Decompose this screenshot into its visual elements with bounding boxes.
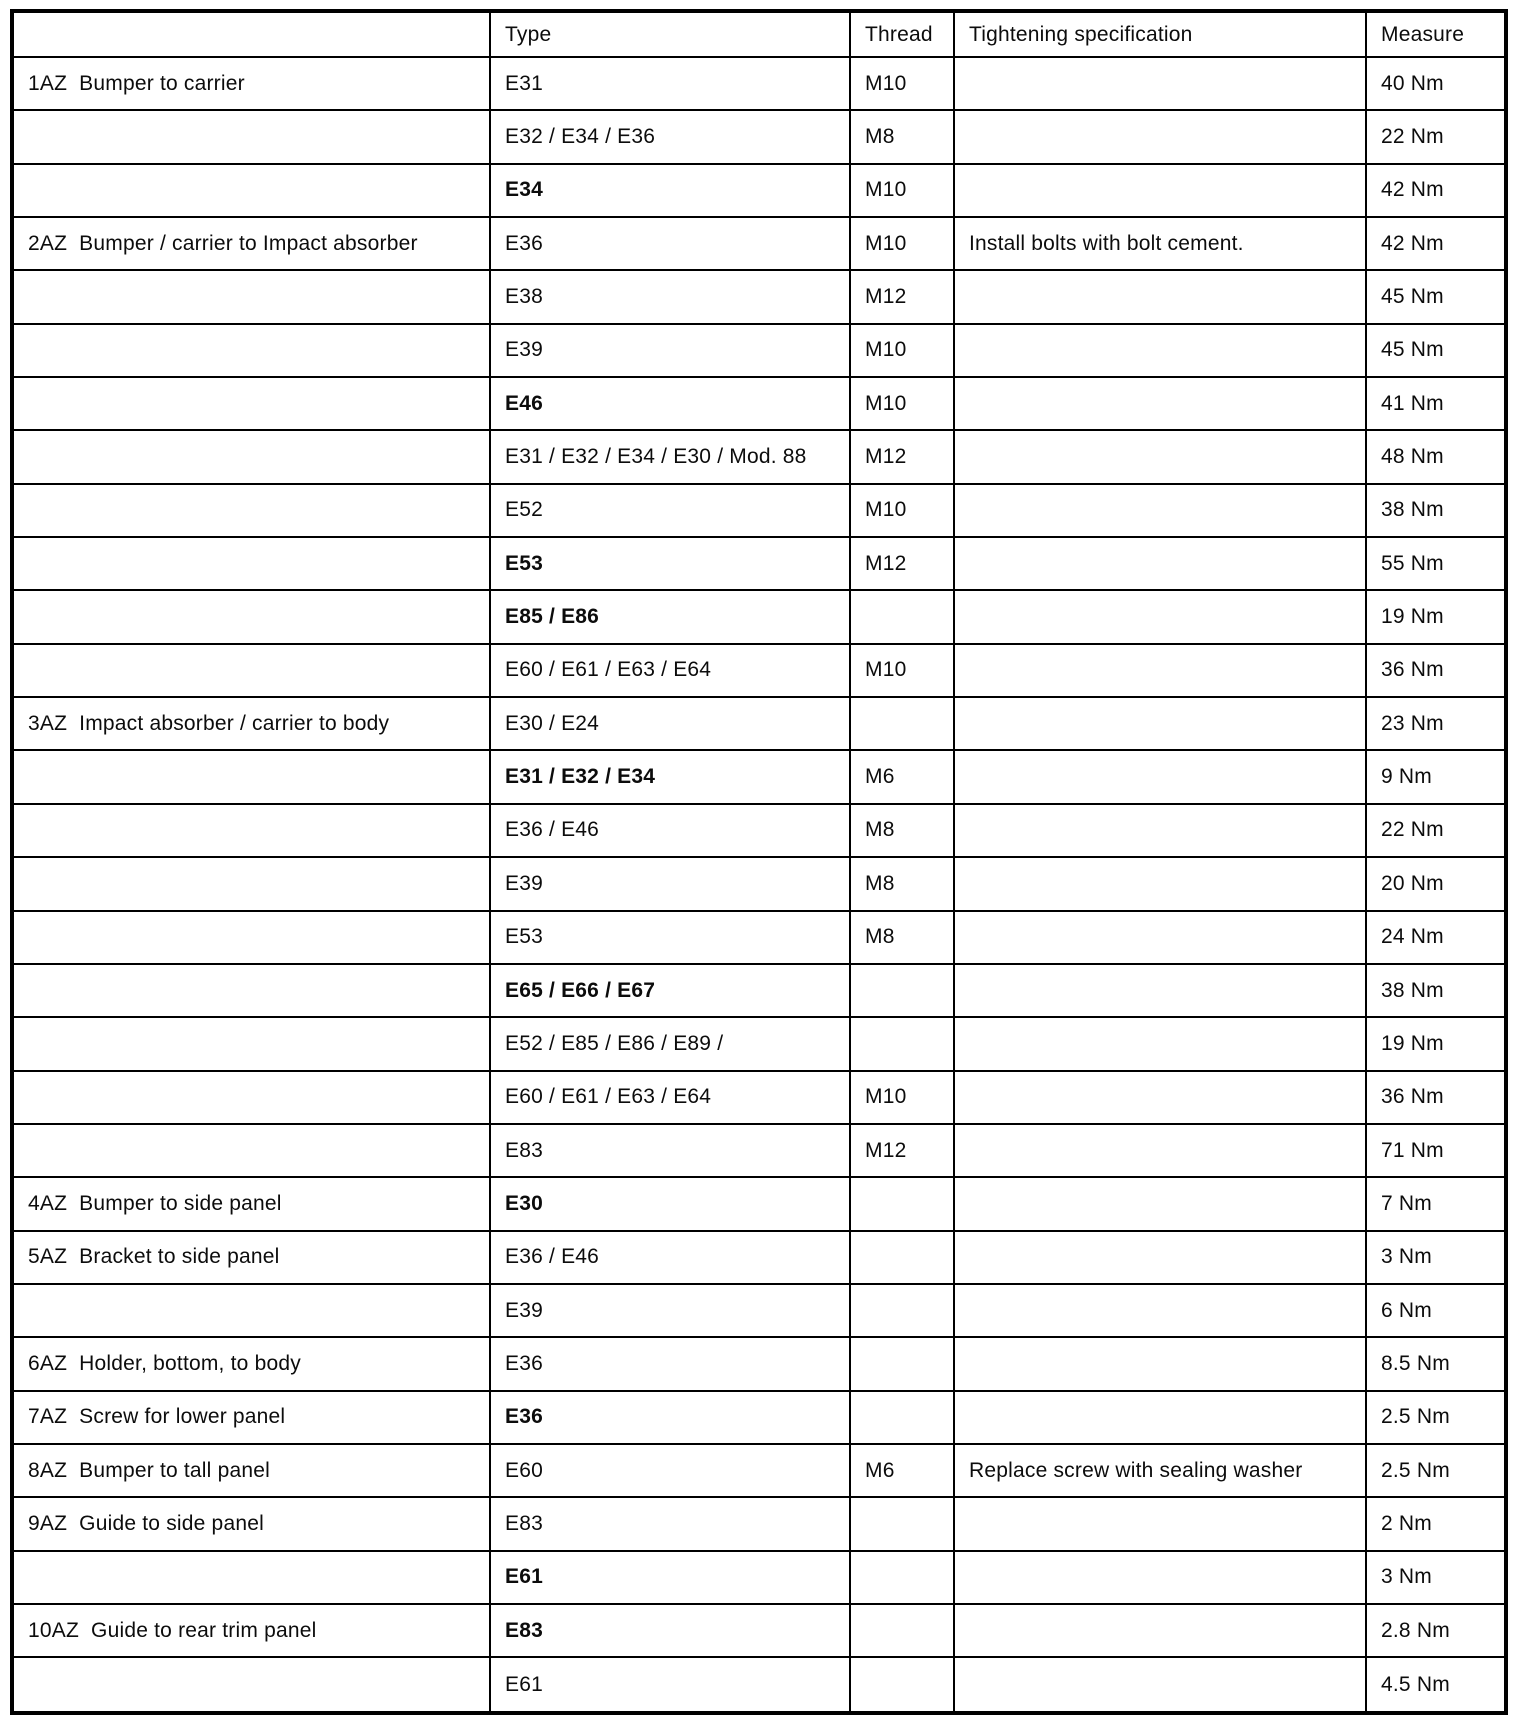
cell-type: E52 xyxy=(490,484,850,537)
cell-tightening-specification xyxy=(954,1017,1366,1070)
cell-type: E39 xyxy=(490,1284,850,1337)
cell-tightening-specification xyxy=(954,750,1366,803)
cell-type: E60 xyxy=(490,1444,850,1497)
cell-assembly-label xyxy=(12,324,490,377)
cell-tightening-specification xyxy=(954,697,1366,750)
cell-thread: M10 xyxy=(850,484,954,537)
cell-tightening-specification xyxy=(954,1391,1366,1444)
cell-assembly-label: 3AZ Impact absorber / carrier to body xyxy=(12,697,490,750)
cell-measure: 36 Nm xyxy=(1366,644,1506,697)
table-row xyxy=(12,270,1506,323)
cell-thread: M8 xyxy=(850,911,954,964)
cell-measure: 19 Nm xyxy=(1366,590,1506,643)
cell-type: E46 xyxy=(490,377,850,430)
cell-type: E53 xyxy=(490,537,850,590)
table-row xyxy=(12,1657,1506,1713)
table-row xyxy=(12,537,1506,590)
table-row xyxy=(12,1017,1506,1070)
cell-measure: 8.5 Nm xyxy=(1366,1337,1506,1390)
cell-assembly-label xyxy=(12,804,490,857)
cell-measure: 9 Nm xyxy=(1366,750,1506,803)
cell-type: E38 xyxy=(490,270,850,323)
cell-type: E61 xyxy=(490,1551,850,1604)
cell-assembly-label: 8AZ Bumper to tall panel xyxy=(12,1444,490,1497)
cell-type: E60 / E61 / E63 / E64 xyxy=(490,1071,850,1124)
cell-measure: 48 Nm xyxy=(1366,430,1506,483)
cell-type: E31 / E32 / E34 / E30 / Mod. 88 xyxy=(490,430,850,483)
cell-measure: 2.8 Nm xyxy=(1366,1604,1506,1657)
cell-type: E31 / E32 / E34 xyxy=(490,750,850,803)
cell-thread: M10 xyxy=(850,377,954,430)
cell-type: E61 xyxy=(490,1657,850,1713)
cell-tightening-specification: Install bolts with bolt cement. xyxy=(954,217,1366,270)
table-row xyxy=(12,430,1506,483)
cell-tightening-specification xyxy=(954,1231,1366,1284)
cell-tightening-specification xyxy=(954,1284,1366,1337)
cell-type: E83 xyxy=(490,1604,850,1657)
cell-type: E36 xyxy=(490,1391,850,1444)
cell-type: E39 xyxy=(490,324,850,377)
cell-tightening-specification xyxy=(954,270,1366,323)
cell-assembly-label xyxy=(12,537,490,590)
cell-measure: 42 Nm xyxy=(1366,164,1506,217)
cell-tightening-specification xyxy=(954,484,1366,537)
cell-assembly-label xyxy=(12,964,490,1017)
cell-tightening-specification xyxy=(954,911,1366,964)
cell-tightening-specification xyxy=(954,57,1366,110)
cell-tightening-specification xyxy=(954,1124,1366,1177)
tightening-torque-table xyxy=(10,9,1508,1715)
cell-thread xyxy=(850,1391,954,1444)
cell-measure: 22 Nm xyxy=(1366,110,1506,163)
table-row xyxy=(12,324,1506,377)
table-row xyxy=(12,110,1506,163)
cell-tightening-specification xyxy=(954,430,1366,483)
cell-thread xyxy=(850,590,954,643)
cell-assembly-label xyxy=(12,1017,490,1070)
cell-assembly-label xyxy=(12,1284,490,1337)
cell-type: E32 / E34 / E36 xyxy=(490,110,850,163)
cell-thread: M6 xyxy=(850,1444,954,1497)
cell-type: E36 / E46 xyxy=(490,1231,850,1284)
cell-type: E53 xyxy=(490,911,850,964)
cell-thread xyxy=(850,697,954,750)
cell-tightening-specification xyxy=(954,964,1366,1017)
cell-type: E36 / E46 xyxy=(490,804,850,857)
cell-assembly-label xyxy=(12,1124,490,1177)
cell-measure: 45 Nm xyxy=(1366,270,1506,323)
cell-measure: 41 Nm xyxy=(1366,377,1506,430)
cell-assembly-label: 4AZ Bumper to side panel xyxy=(12,1177,490,1230)
cell-assembly-label: 7AZ Screw for lower panel xyxy=(12,1391,490,1444)
cell-thread: M12 xyxy=(850,270,954,323)
cell-measure: 6 Nm xyxy=(1366,1284,1506,1337)
cell-thread: M12 xyxy=(850,537,954,590)
cell-measure: 55 Nm xyxy=(1366,537,1506,590)
cell-assembly-label xyxy=(12,270,490,323)
cell-thread: M8 xyxy=(850,110,954,163)
cell-thread xyxy=(850,1231,954,1284)
cell-assembly-label xyxy=(12,1071,490,1124)
cell-tightening-specification xyxy=(954,537,1366,590)
header-type: Type xyxy=(490,11,850,57)
cell-thread: M10 xyxy=(850,164,954,217)
cell-assembly-label xyxy=(12,644,490,697)
cell-tightening-specification xyxy=(954,164,1366,217)
table-row xyxy=(12,750,1506,803)
table-row xyxy=(12,164,1506,217)
cell-measure: 4.5 Nm xyxy=(1366,1657,1506,1713)
cell-measure: 3 Nm xyxy=(1366,1551,1506,1604)
cell-tightening-specification xyxy=(954,590,1366,643)
table-row xyxy=(12,697,1506,750)
cell-thread xyxy=(850,1657,954,1713)
header-thread: Thread xyxy=(850,11,954,57)
cell-thread xyxy=(850,1551,954,1604)
cell-assembly-label: 6AZ Holder, bottom, to body xyxy=(12,1337,490,1390)
cell-assembly-label: 9AZ Guide to side panel xyxy=(12,1497,490,1550)
cell-measure: 38 Nm xyxy=(1366,484,1506,537)
table-row xyxy=(12,217,1506,270)
cell-thread: M10 xyxy=(850,644,954,697)
cell-measure: 22 Nm xyxy=(1366,804,1506,857)
table-row xyxy=(12,1444,1506,1497)
table-row xyxy=(12,590,1506,643)
cell-type: E39 xyxy=(490,857,850,910)
cell-thread: M8 xyxy=(850,804,954,857)
table-row xyxy=(12,1551,1506,1604)
table-row xyxy=(12,57,1506,110)
cell-assembly-label xyxy=(12,857,490,910)
cell-tightening-specification xyxy=(954,110,1366,163)
cell-type: E36 xyxy=(490,1337,850,1390)
cell-assembly-label: 2AZ Bumper / carrier to Impact absorber xyxy=(12,217,490,270)
table-row xyxy=(12,1284,1506,1337)
cell-thread: M8 xyxy=(850,857,954,910)
cell-thread: M10 xyxy=(850,1071,954,1124)
header-empty xyxy=(12,11,490,57)
cell-tightening-specification xyxy=(954,857,1366,910)
cell-assembly-label: 1AZ Bumper to carrier xyxy=(12,57,490,110)
header-tightening-specification: Tightening specification xyxy=(954,11,1366,57)
table-row xyxy=(12,1337,1506,1390)
cell-thread: M10 xyxy=(850,57,954,110)
cell-assembly-label xyxy=(12,377,490,430)
cell-type: E83 xyxy=(490,1497,850,1550)
header-row xyxy=(12,11,1506,57)
cell-measure: 24 Nm xyxy=(1366,911,1506,964)
cell-thread: M6 xyxy=(850,750,954,803)
cell-type: E30 / E24 xyxy=(490,697,850,750)
cell-measure: 19 Nm xyxy=(1366,1017,1506,1070)
cell-assembly-label xyxy=(12,590,490,643)
cell-measure: 2 Nm xyxy=(1366,1497,1506,1550)
cell-measure: 38 Nm xyxy=(1366,964,1506,1017)
cell-type: E60 / E61 / E63 / E64 xyxy=(490,644,850,697)
table-row xyxy=(12,644,1506,697)
cell-tightening-specification xyxy=(954,1497,1366,1550)
cell-tightening-specification xyxy=(954,644,1366,697)
cell-assembly-label xyxy=(12,110,490,163)
cell-thread xyxy=(850,1177,954,1230)
header-measure: Measure xyxy=(1366,11,1506,57)
table-row xyxy=(12,1124,1506,1177)
cell-thread: M12 xyxy=(850,1124,954,1177)
cell-type: E36 xyxy=(490,217,850,270)
cell-tightening-specification xyxy=(954,1177,1366,1230)
cell-measure: 20 Nm xyxy=(1366,857,1506,910)
cell-tightening-specification xyxy=(954,1551,1366,1604)
cell-thread xyxy=(850,1337,954,1390)
cell-thread xyxy=(850,964,954,1017)
cell-thread xyxy=(850,1284,954,1337)
cell-assembly-label xyxy=(12,911,490,964)
cell-type: E31 xyxy=(490,57,850,110)
cell-measure: 36 Nm xyxy=(1366,1071,1506,1124)
table-row xyxy=(12,484,1506,537)
table-row xyxy=(12,1391,1506,1444)
table-row xyxy=(12,804,1506,857)
cell-thread xyxy=(850,1604,954,1657)
cell-measure: 45 Nm xyxy=(1366,324,1506,377)
table-row xyxy=(12,1071,1506,1124)
cell-type: E65 / E66 / E67 xyxy=(490,964,850,1017)
cell-assembly-label: 10AZ Guide to rear trim panel xyxy=(12,1604,490,1657)
cell-type: E30 xyxy=(490,1177,850,1230)
cell-tightening-specification xyxy=(954,804,1366,857)
table-row xyxy=(12,964,1506,1017)
cell-thread xyxy=(850,1017,954,1070)
cell-measure: 2.5 Nm xyxy=(1366,1444,1506,1497)
cell-type: E34 xyxy=(490,164,850,217)
cell-assembly-label xyxy=(12,1657,490,1713)
cell-assembly-label: 5AZ Bracket to side panel xyxy=(12,1231,490,1284)
cell-thread: M10 xyxy=(850,324,954,377)
cell-measure: 3 Nm xyxy=(1366,1231,1506,1284)
cell-tightening-specification: Replace screw with sealing washer xyxy=(954,1444,1366,1497)
table-row xyxy=(12,1497,1506,1550)
cell-assembly-label xyxy=(12,430,490,483)
table-row xyxy=(12,1177,1506,1230)
cell-thread: M12 xyxy=(850,430,954,483)
cell-measure: 7 Nm xyxy=(1366,1177,1506,1230)
cell-type: E52 / E85 / E86 / E89 / xyxy=(490,1017,850,1070)
cell-measure: 71 Nm xyxy=(1366,1124,1506,1177)
table-row xyxy=(12,857,1506,910)
cell-tightening-specification xyxy=(954,1604,1366,1657)
cell-thread: M10 xyxy=(850,217,954,270)
cell-tightening-specification xyxy=(954,1337,1366,1390)
table-row xyxy=(12,1231,1506,1284)
cell-assembly-label xyxy=(12,1551,490,1604)
cell-tightening-specification xyxy=(954,1657,1366,1713)
cell-measure: 42 Nm xyxy=(1366,217,1506,270)
cell-thread xyxy=(850,1497,954,1550)
table-row xyxy=(12,1604,1506,1657)
cell-assembly-label xyxy=(12,484,490,537)
cell-assembly-label xyxy=(12,164,490,217)
cell-tightening-specification xyxy=(954,324,1366,377)
cell-type: E83 xyxy=(490,1124,850,1177)
cell-measure: 2.5 Nm xyxy=(1366,1391,1506,1444)
cell-measure: 23 Nm xyxy=(1366,697,1506,750)
cell-type: E85 / E86 xyxy=(490,590,850,643)
table-row xyxy=(12,377,1506,430)
cell-tightening-specification xyxy=(954,1071,1366,1124)
table-row xyxy=(12,911,1506,964)
cell-measure: 40 Nm xyxy=(1366,57,1506,110)
cell-tightening-specification xyxy=(954,377,1366,430)
cell-assembly-label xyxy=(12,750,490,803)
